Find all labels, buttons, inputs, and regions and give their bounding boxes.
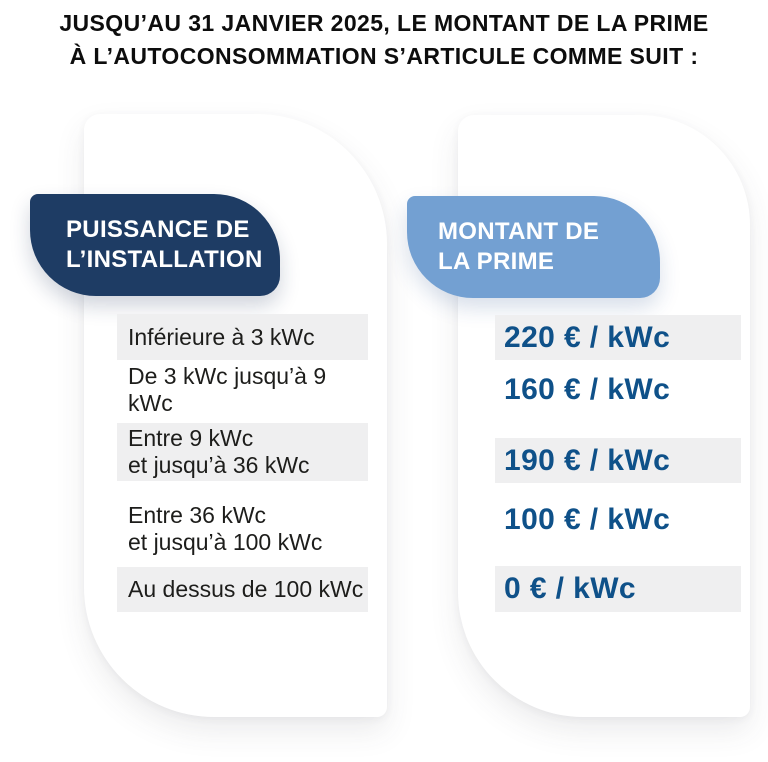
power-row-4-line-2: et jusqu’à 100 kWc (128, 528, 323, 555)
power-row-3-line-1: Entre 9 kWc (128, 425, 254, 451)
power-header-line-2: L’INSTALLATION (66, 246, 263, 273)
power-row-1-label (128, 324, 315, 351)
power-row-3-label (128, 425, 310, 479)
power-row-4 (117, 500, 368, 557)
power-row-2 (117, 363, 368, 417)
power-header-badge (30, 194, 280, 296)
power-row-4-label (128, 502, 322, 556)
amount-row-4 (495, 493, 741, 547)
amount-header-line-2: LA PRIME (438, 248, 555, 275)
power-row-5 (117, 567, 368, 612)
amount-row-3 (495, 438, 741, 483)
power-row-2-label (128, 363, 368, 417)
amount-row-3-value: 190 € / kWc (504, 443, 671, 477)
amount-header-badge (407, 196, 660, 298)
power-row-5-line-1: Au dessus de 100 kWc (128, 576, 364, 602)
power-row-4-line-1: Entre 36 kWc (128, 501, 267, 528)
amount-row-2 (495, 363, 741, 417)
amount-header-line-1: MONTANT DE (438, 218, 600, 245)
amount-row-2-value: 160 € / kWc (504, 373, 671, 406)
page-title-line-2: À L’AUTOCONSOMMATION S’ARTICULE COMME SUIT : (69, 43, 699, 69)
power-row-1-line-1: Inférieure à 3 kWc (128, 323, 315, 350)
power-row-5-label (128, 576, 363, 603)
power-row-1 (117, 314, 368, 360)
amount-row-1-value: 220 € / kWc (504, 320, 671, 354)
power-row-3 (117, 423, 368, 481)
page-title-line-1: JUSQU’AU 31 JANVIER 2025, LE MONTANT DE LA PRIME (59, 10, 709, 36)
amount-row-5-value: 0 € / kWc (504, 572, 636, 605)
power-row-3-line-2: et jusqu’à 36 kWc (128, 452, 310, 478)
power-header-line-1: PUISSANCE DE (66, 216, 250, 243)
amount-row-1 (495, 315, 741, 360)
page-title (0, 7, 768, 73)
amount-row-4-value: 100 € / kWc (504, 503, 671, 536)
power-row-2-line-1: De 3 kWc jusqu’à 9 kWc (128, 363, 327, 416)
amount-row-5 (495, 566, 741, 612)
